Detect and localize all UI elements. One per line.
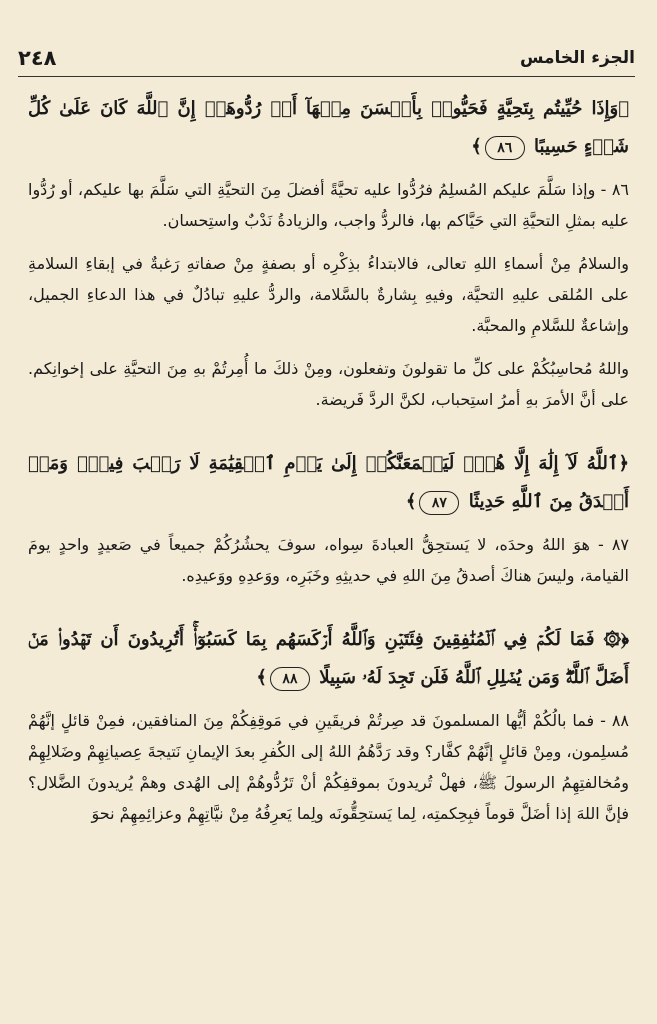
commentary-paragraph: ٨٧ - هوَ اللهُ وحدَه، لا يَستحِقُّ العبادةَ سِواه، سوفَ يحشُرُكُمْ جميعاً في صَعيدٍ واحدٍ يومَ القيامة، وليسَ هناكَ أصدقُ مِنَ اللهِ في حديثِهِ وخَبَرِه، ووَعدِهِ ووَعيدِه. — [28, 535, 629, 585]
verse-text: ﴿۞ فَمَا لَكُمۡ فِي ٱلۡمُنَٰفِقِينَ فِئَتَيۡنِ وَٱللَّهُ أَرۡكَسَهُم بِمَا كَسَبُوٓا۟ۚ أَتُرِيدُونَ أَن تَهۡدُوا۟ مَنۡ أَضَلَّ ٱللَّهُۖ وَمَن يُضۡلِلِ ٱللَّهُ فَلَن تَجِدَ لَهُۥ سَبِيلًا — [28, 629, 629, 688]
quran-verse-86 — [28, 90, 629, 166]
verse-text: ﴿ٱللَّهُ لَآ إِلَٰهَ إِلَّا هُوَۚ لَيَجۡمَعَنَّكُمۡ إِلَىٰ يَوۡمِ ٱلۡقِيَٰمَةِ لَا رَيۡبَ فِيهِۗ وَمَنۡ أَصۡدَقُ مِنَ ٱللَّهِ حَدِيثًا — [28, 453, 629, 512]
page-content — [28, 90, 629, 841]
header-rule — [18, 76, 635, 77]
section-spacer — [28, 603, 629, 621]
commentary-paragraph: واللهُ مُحاسِبُكُمْ على كلِّ ما تقولونَ وتفعلون، ومِنْ ذلكَ ما أُمِرتُمْ بهِ مِنَ التحيَّةِ على إخوانِكم. على أنَّ الأمرَ بهِ أمرُ استِحباب، لكنَّ الردَّ فَريضة. — [28, 359, 629, 409]
page-header — [18, 40, 635, 76]
verse-close-bracket: ﴾ — [256, 667, 267, 688]
page-number: ٢٤٨ — [18, 46, 57, 70]
section-spacer — [28, 427, 629, 445]
verse-close-bracket: ﴾ — [471, 136, 482, 157]
commentary-paragraph: ٨٨ - فما بالُكُمْ أيُّها المسلمونَ قد صِرتُمْ فريقَينِ في مَوقِفِكُمْ مِنَ المنافقين، فمِنْ قائلٍ إنَّهُمْ مُسلِمون، ومِنْ قائلٍ إنَّهُمْ كفَّار؟ وقد رَدَّهُمُ اللهُ إلى الكُفرِ بعدَ الإيمانِ نَتيجةَ عِصيانِهِمْ وضَلالِهِمْ ومُخالفتِهِمُ الرسولَ ﷺ، فهلْ تُريدونَ بموقفِكُمْ أنْ تَرُدُّوهُمْ إلى الهُدى وهمْ يُريدونَ الضَّلال؟ فإنَّ اللهَ إذا أضَلَّ قوماً فبِحِكمتِه، لِما يَستحِقُّونَه ولِما يَعرِفُهُ مِنْ نيَّاتِهِمْ وعزائِمِهِمْ نحوَ — [28, 711, 629, 823]
running-title: الجزء الخامس — [519, 48, 635, 68]
ayah-number-marker: ٨٦ — [485, 136, 525, 160]
ayah-number-marker: ٨٧ — [419, 491, 459, 515]
commentary-paragraph: والسلامُ مِنْ أسماءِ اللهِ تعالى، فالابتداءُ بذِكْرِه أو بصفةٍ مِنْ صفاتهِ رَغبةٌ في إبقاءِ السلامةِ على المُلقى عليهِ التحيَّة، وفيهِ بِشارةٌ بالسَّلامة، والردُّ عليهِ تبادُلٌ في هذا الدعاءِ الجميل، وإشاعةٌ للسَّلامِ والمحبَّة. — [28, 254, 629, 335]
quran-verse-87 — [28, 445, 629, 521]
verse-text: ﴿وَإِذَا حُيِّيتُم بِتَحِيَّةٍ فَحَيُّوا۟ بِأَحۡسَنَ مِنۡهَآ أَوۡ رُدُّوهَآۗ إِنَّ ٱللَّهَ كَانَ عَلَىٰ كُلِّ شَيۡءٍ حَسِيبًا — [28, 98, 629, 157]
commentary-paragraph: ٨٦ - وإذا سَلَّمَ عليكم المُسلِمُ فرُدُّوا عليه تحيَّةً أفضلَ مِنَ التحيَّةِ التي سَلَّمَ بها عليكم، أو رُدُّوا عليه بمثلِ التحيَّةِ التي حَيَّاكم بها، فالردُّ واجب، والزيادةُ نَدْبٌ واستِحسان. — [28, 180, 629, 230]
verse-close-bracket: ﴾ — [405, 491, 417, 512]
ayah-number-marker: ٨٨ — [270, 667, 310, 691]
quran-verse-88 — [28, 621, 629, 697]
